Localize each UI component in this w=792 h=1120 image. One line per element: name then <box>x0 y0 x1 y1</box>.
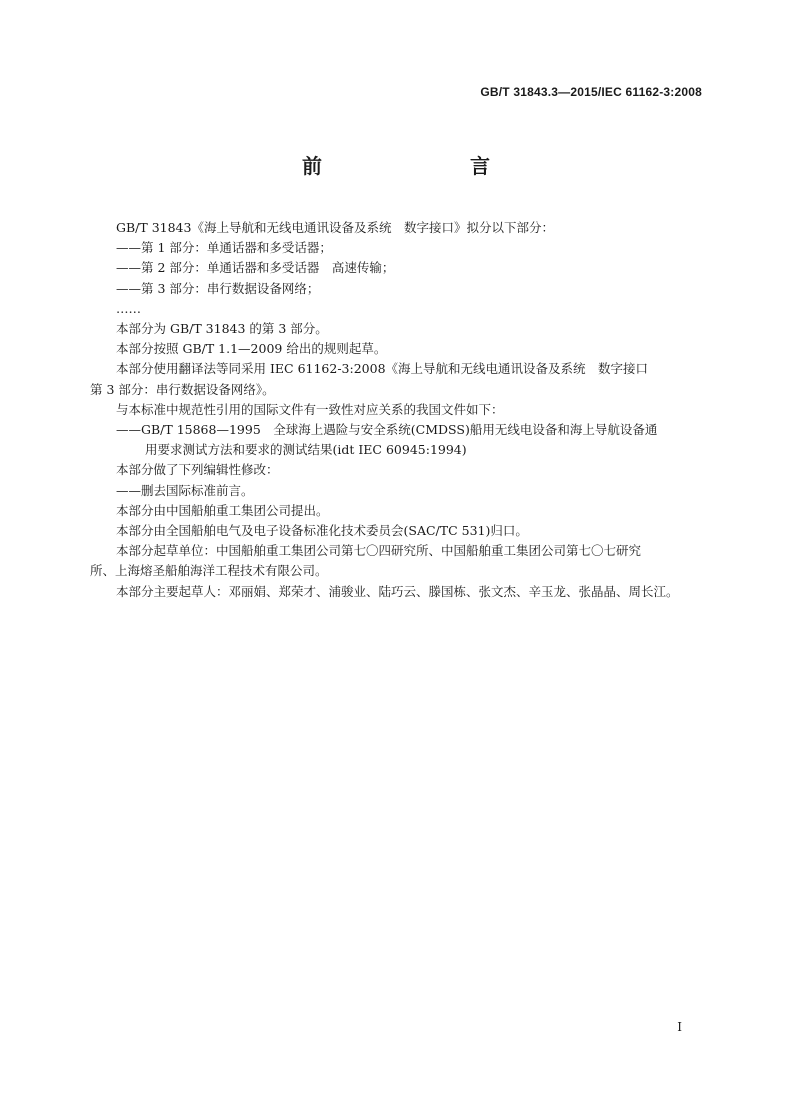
part-statement-paragraph: 本部分为 GB/T 31843 的第 3 部分。 <box>116 321 328 337</box>
drafting-units-paragraph-continued: 所、上海熔圣船舶海洋工程技术有限公司。 <box>90 563 328 579</box>
proposer-paragraph: 本部分由中国船舶重工集团公司提出。 <box>116 502 329 518</box>
translation-paragraph: 本部分使用翻译法等同采用 IEC 61162-3:2008《海上导航和无线电通讯设备及系统 数字接口 <box>116 361 649 377</box>
editorial-changes-paragraph: 本部分做了下列编辑性修改： <box>116 462 279 478</box>
drafting-rules-paragraph: 本部分按照 GB/T 1.1—2009 给出的规则起草。 <box>116 341 387 357</box>
page-number: I <box>677 1020 682 1034</box>
reference-item-continued: 用要求测试方法和要求的测试结果(idt IEC 60945:1994) <box>145 442 467 458</box>
reference-intro-paragraph: 与本标准中规范性引用的国际文件有一致性对应关系的我国文件如下： <box>116 401 504 417</box>
page-title: 前 言 <box>302 154 526 178</box>
foreword-body <box>90 218 702 602</box>
list-item-part-1: ——第 1 部分：单通话器和多受话器； <box>116 240 332 256</box>
drafters-paragraph: 本部分主要起草人：邓丽娟、郑荣才、浦骏业、陆巧云、滕国栋、张文杰、辛玉龙、张晶晶、周长江。 <box>116 583 679 599</box>
list-ellipsis: …… <box>116 300 141 316</box>
list-item-part-2: ——第 2 部分：单通话器和多受话器 高速传输； <box>116 260 395 276</box>
translation-paragraph-continued: 第 3 部分：串行数据设备网络》。 <box>90 381 275 397</box>
list-item-part-3: ——第 3 部分：串行数据设备网络； <box>116 280 320 296</box>
editorial-change-item: ——删去国际标准前言。 <box>116 482 254 498</box>
committee-paragraph: 本部分由全国船舶电气及电子设备标准化技术委员会(SAC/TC 531)归口。 <box>116 523 528 539</box>
standard-code-header: GB/T 31843.3—2015/IEC 61162-3:2008 <box>480 85 702 99</box>
drafting-units-paragraph: 本部分起草单位：中国船舶重工集团公司第七〇四研究所、中国船舶重工集团公司第七〇七研究 <box>116 543 642 559</box>
reference-item: ——GB/T 15868—1995 全球海上遇险与安全系统(CMDSS)船用无线电设备和海上导航设备通 <box>116 422 658 438</box>
intro-paragraph: GB/T 31843《海上导航和无线电通讯设备及系统 数字接口》拟分以下部分： <box>116 220 554 235</box>
